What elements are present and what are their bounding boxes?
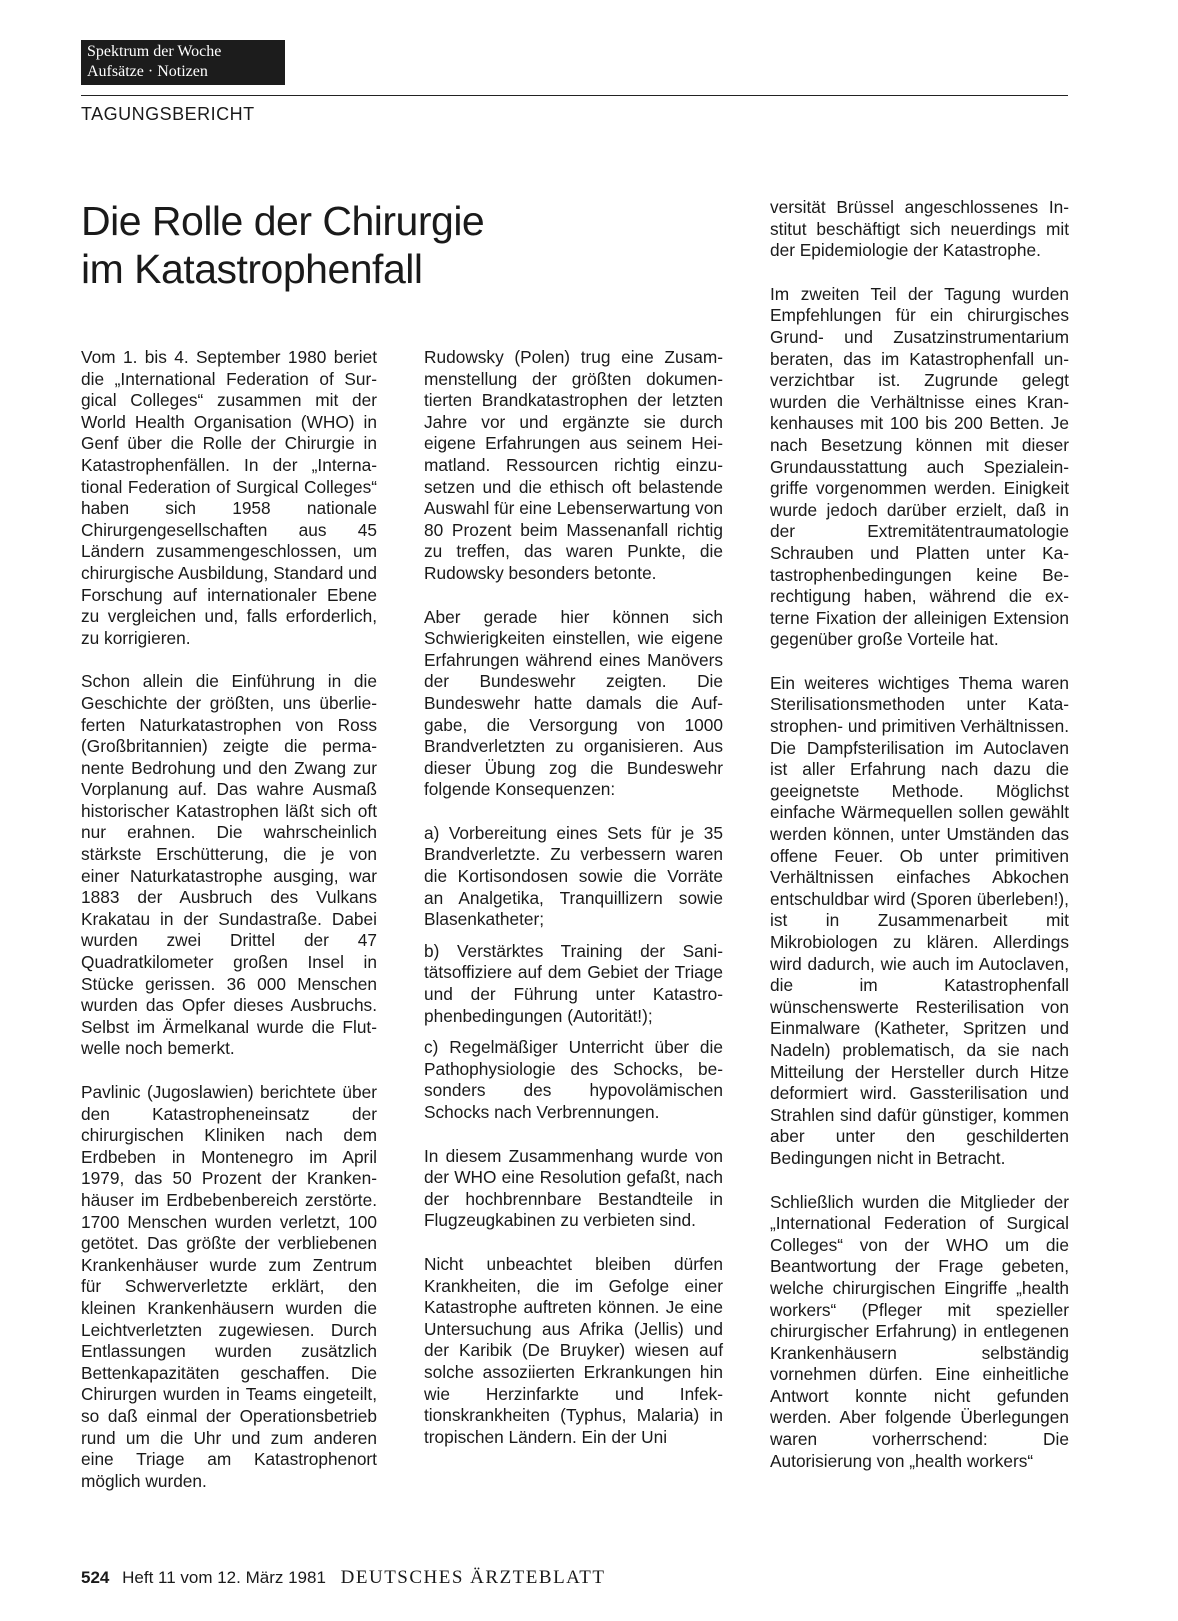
article-title-line-2: im Katastrophenfall — [81, 246, 423, 292]
section-label-line-1: Spektrum der Woche — [87, 43, 222, 60]
page-number: 524 — [81, 1568, 110, 1587]
section-label — [81, 40, 285, 85]
article-title — [81, 197, 701, 293]
paragraph: In diesem Zusammenhang wurde von der WHO eine Resolution gefaßt, nach der hochbrennbare Bestandteile in Flugzeugkabinen zu verbieten sind. — [424, 1145, 723, 1231]
text-column-1 — [81, 347, 377, 1514]
paragraph: Ein weiteres wichtiges Thema waren Sterilisationsmethoden unter Katastrophen- und primitiven Verhältnissen. Die Dampfsterilisation im Autoclaven ist aller Erfahrung nach dazu die geeignetste Methode. Möglichst einfache Wärmequellen sollen gewählt werden können, unter Umständen das offene Feuer. Ob unter primitiven Verhältnissen einfaches Abkochen entschuldbar wird (Sporen überleben!), ist in Zusammenarbeit mit Mikrobiologen zu klären. Allerdings wird dadurch, wie auch im Autoclaven, die im Katastrophenfall wünschenswerte Resterilisation von Einmalware (Katheter, Spritzen und Nadeln) problematisch, da sie nach Mitteilung der Hersteller durch Hitze deformiert wird. Gassterilisation und Strahlen sind dafür günstiger, kommen aber unter den geschilderten Bedingungen nicht in Betracht. — [770, 672, 1069, 1168]
paragraph: Rudowsky (Polen) trug eine Zusammenstellung der größten dokumentierten Brandkatastrophen der letzten Jahre vor und ergänzte sie durch eigene Erfahrungen aus seinem Heimatland. Ressourcen richtig einzusetzen und die ethisch oft belastende Auswahl für eine Lebenserwartung von 80 Prozent beim Massenanfall richtig zu treffen, das waren Punkte, die Rudowsky besonders betonte. — [424, 347, 723, 583]
paragraph: Schließlich wurden die Mitglieder der „International Federation of Surgical Colleges“ von der WHO um die Beantwortung der Frage gebeten, welche chirurgischen Eingriffe „health workers“ (Pfleger mit spezieller chirurgischer Erfahrung) in entlegenen Krankenhäusern selbständig vornehmen dürfen. Eine einheitliche Antwort konnte nicht gefunden werden. Aber folgende Überlegungen waren vorherrschend: Die Autorisierung von „health workers“ — [770, 1191, 1069, 1471]
issue-info: Heft 11 vom 12. März 1981 — [122, 1568, 326, 1587]
paragraph: b) Verstärktes Training der Sanitätsoffiziere auf dem Gebiet der Triage und der Führung unter Katastrophenbedingungen (Autorität!); — [424, 940, 723, 1026]
paragraph: Vom 1. bis 4. September 1980 beriet die „International Federation of Surgical Colleges“ zusammen mit der World Health Organisation (WHO) in Genf über die Rolle der Chirurgie in Katastrophenfällen. In der „International Federation of Surgical Colleges“ haben sich 1958 nationale Chirurgengesellschaften aus 45 Ländern zusammengeschlossen, um chirurgische Ausbildung, Standard und Forschung auf internationaler Ebene zu vergleichen und, falls erforderlich, zu korrigieren. — [81, 347, 377, 648]
text-column-2 — [424, 347, 723, 1470]
page-footer — [81, 1567, 606, 1589]
paragraph: versität Brüssel angeschlossenes Institut beschäftigt sich neuerdings mit der Epidemiologie der Katastrophe. — [770, 197, 1069, 261]
paragraph: Nicht unbeachtet bleiben dürfen Krankheiten, die im Gefolge einer Katastrophe auftreten können. Je eine Untersuchung aus Afrika (Jellis) und der Karibik (De Bruyker) wiesen auf solche assoziierten Erkrankungen hin wie Herzinfarkte und Infektionskrankheiten (Typhus, Malaria) in tropischen Ländern. Ein der Uni — [424, 1253, 723, 1447]
paragraph: Im zweiten Teil der Tagung wurden Empfehlungen für ein chirurgisches Grund- und Zusatzinstrumentarium beraten, das im Katastrophenfall unverzichtbar ist. Zugrunde gelegt wurden die Verhältnisse eines Krankenhauses mit 100 bis 200 Betten. Je nach Besetzung können mit dieser Grundausstattung auch Spezialeingriffe vorgenommen werden. Einigkeit wurde jedoch darüber erzielt, daß in der Extremitätentraumatologie Schrauben und Platten unter Katastrophenbedingungen keine Berechtigung haben, während die externe Fixation der alleinigen Extension gegenüber große Vorteile hat. — [770, 283, 1069, 650]
text-column-3 — [770, 197, 1069, 1494]
article-title-line-1: Die Rolle der Chirurgie — [81, 198, 485, 244]
section-label-line-2: Aufsätze · Notizen — [87, 63, 208, 80]
journal-name: DEUTSCHES ÄRZTEBLATT — [340, 1567, 606, 1588]
article-kicker: TAGUNGSBERICHT — [81, 104, 255, 124]
paragraph: a) Vorbereitung eines Sets für je 35 Brandverletzte. Zu verbessern waren die Kortisondosen sowie die Vorräte an Analgetika, Tranquillizern sowie Blasenkatheter; — [424, 822, 723, 930]
paragraph: Aber gerade hier können sich Schwierigkeiten einstellen, wie eigene Erfahrungen während eines Manövers der Bundeswehr zeigten. Die Bundeswehr hatte damals die Aufgabe, die Versorgung von 1000 Brandverletzten zu organisieren. Aus dieser Übung zog die Bundeswehr folgende Konsequenzen: — [424, 606, 723, 800]
header-rule — [81, 95, 1068, 96]
paragraph: Schon allein die Einführung in die Geschichte der größten, uns überlieferten Naturkatastrophen von Ross (Großbritannien) zeigte die permanente Bedrohung und den Zwang zur Vorplanung auf. Das wahre Ausmaß historischer Katastrophen läßt sich oft nur erahnen. Die wahrscheinlich stärkste Erschütterung, die je von einer Naturkatastrophe ausging, war 1883 der Ausbruch des Vulkans Krakatau in der Sundastraße. Dabei wurden zwei Drittel der 47 Quadratkilometer großen Insel in Stücke gerissen. 36 000 Menschen wurden das Opfer dieses Ausbruchs. Selbst im Ärmelkanal wurde die Flutwelle noch bemerkt. — [81, 671, 377, 1059]
paragraph: c) Regelmäßiger Unterricht über die Pathophysiologie des Schocks, besonders des hypovolämischen Schocks nach Verbrennungen. — [424, 1037, 723, 1122]
paragraph: Pavlinic (Jugoslawien) berichtete über den Katastropheneinsatz der chirurgischen Kliniken nach dem Erdbeben in Montenegro im April 1979, das 50 Prozent der Krankenhäuser im Erdbebenbereich zerstörte. 1700 Menschen wurden verletzt, 100 getötet. Das größte der verbliebenen Krankenhäuser wurde zum Zentrum für Schwerverletzte erklärt, den kleinen Krankenhäusern wurden die Leichtverletzten zugewiesen. Durch Entlassungen wurden zusätzlich Bettenkapazitäten geschaffen. Die Chirurgen wurden in Teams eingeteilt, so daß einmal der Operationsbetrieb rund um die Uhr und zum anderen eine Triage am Katastrophenort möglich wurden. — [81, 1082, 377, 1491]
